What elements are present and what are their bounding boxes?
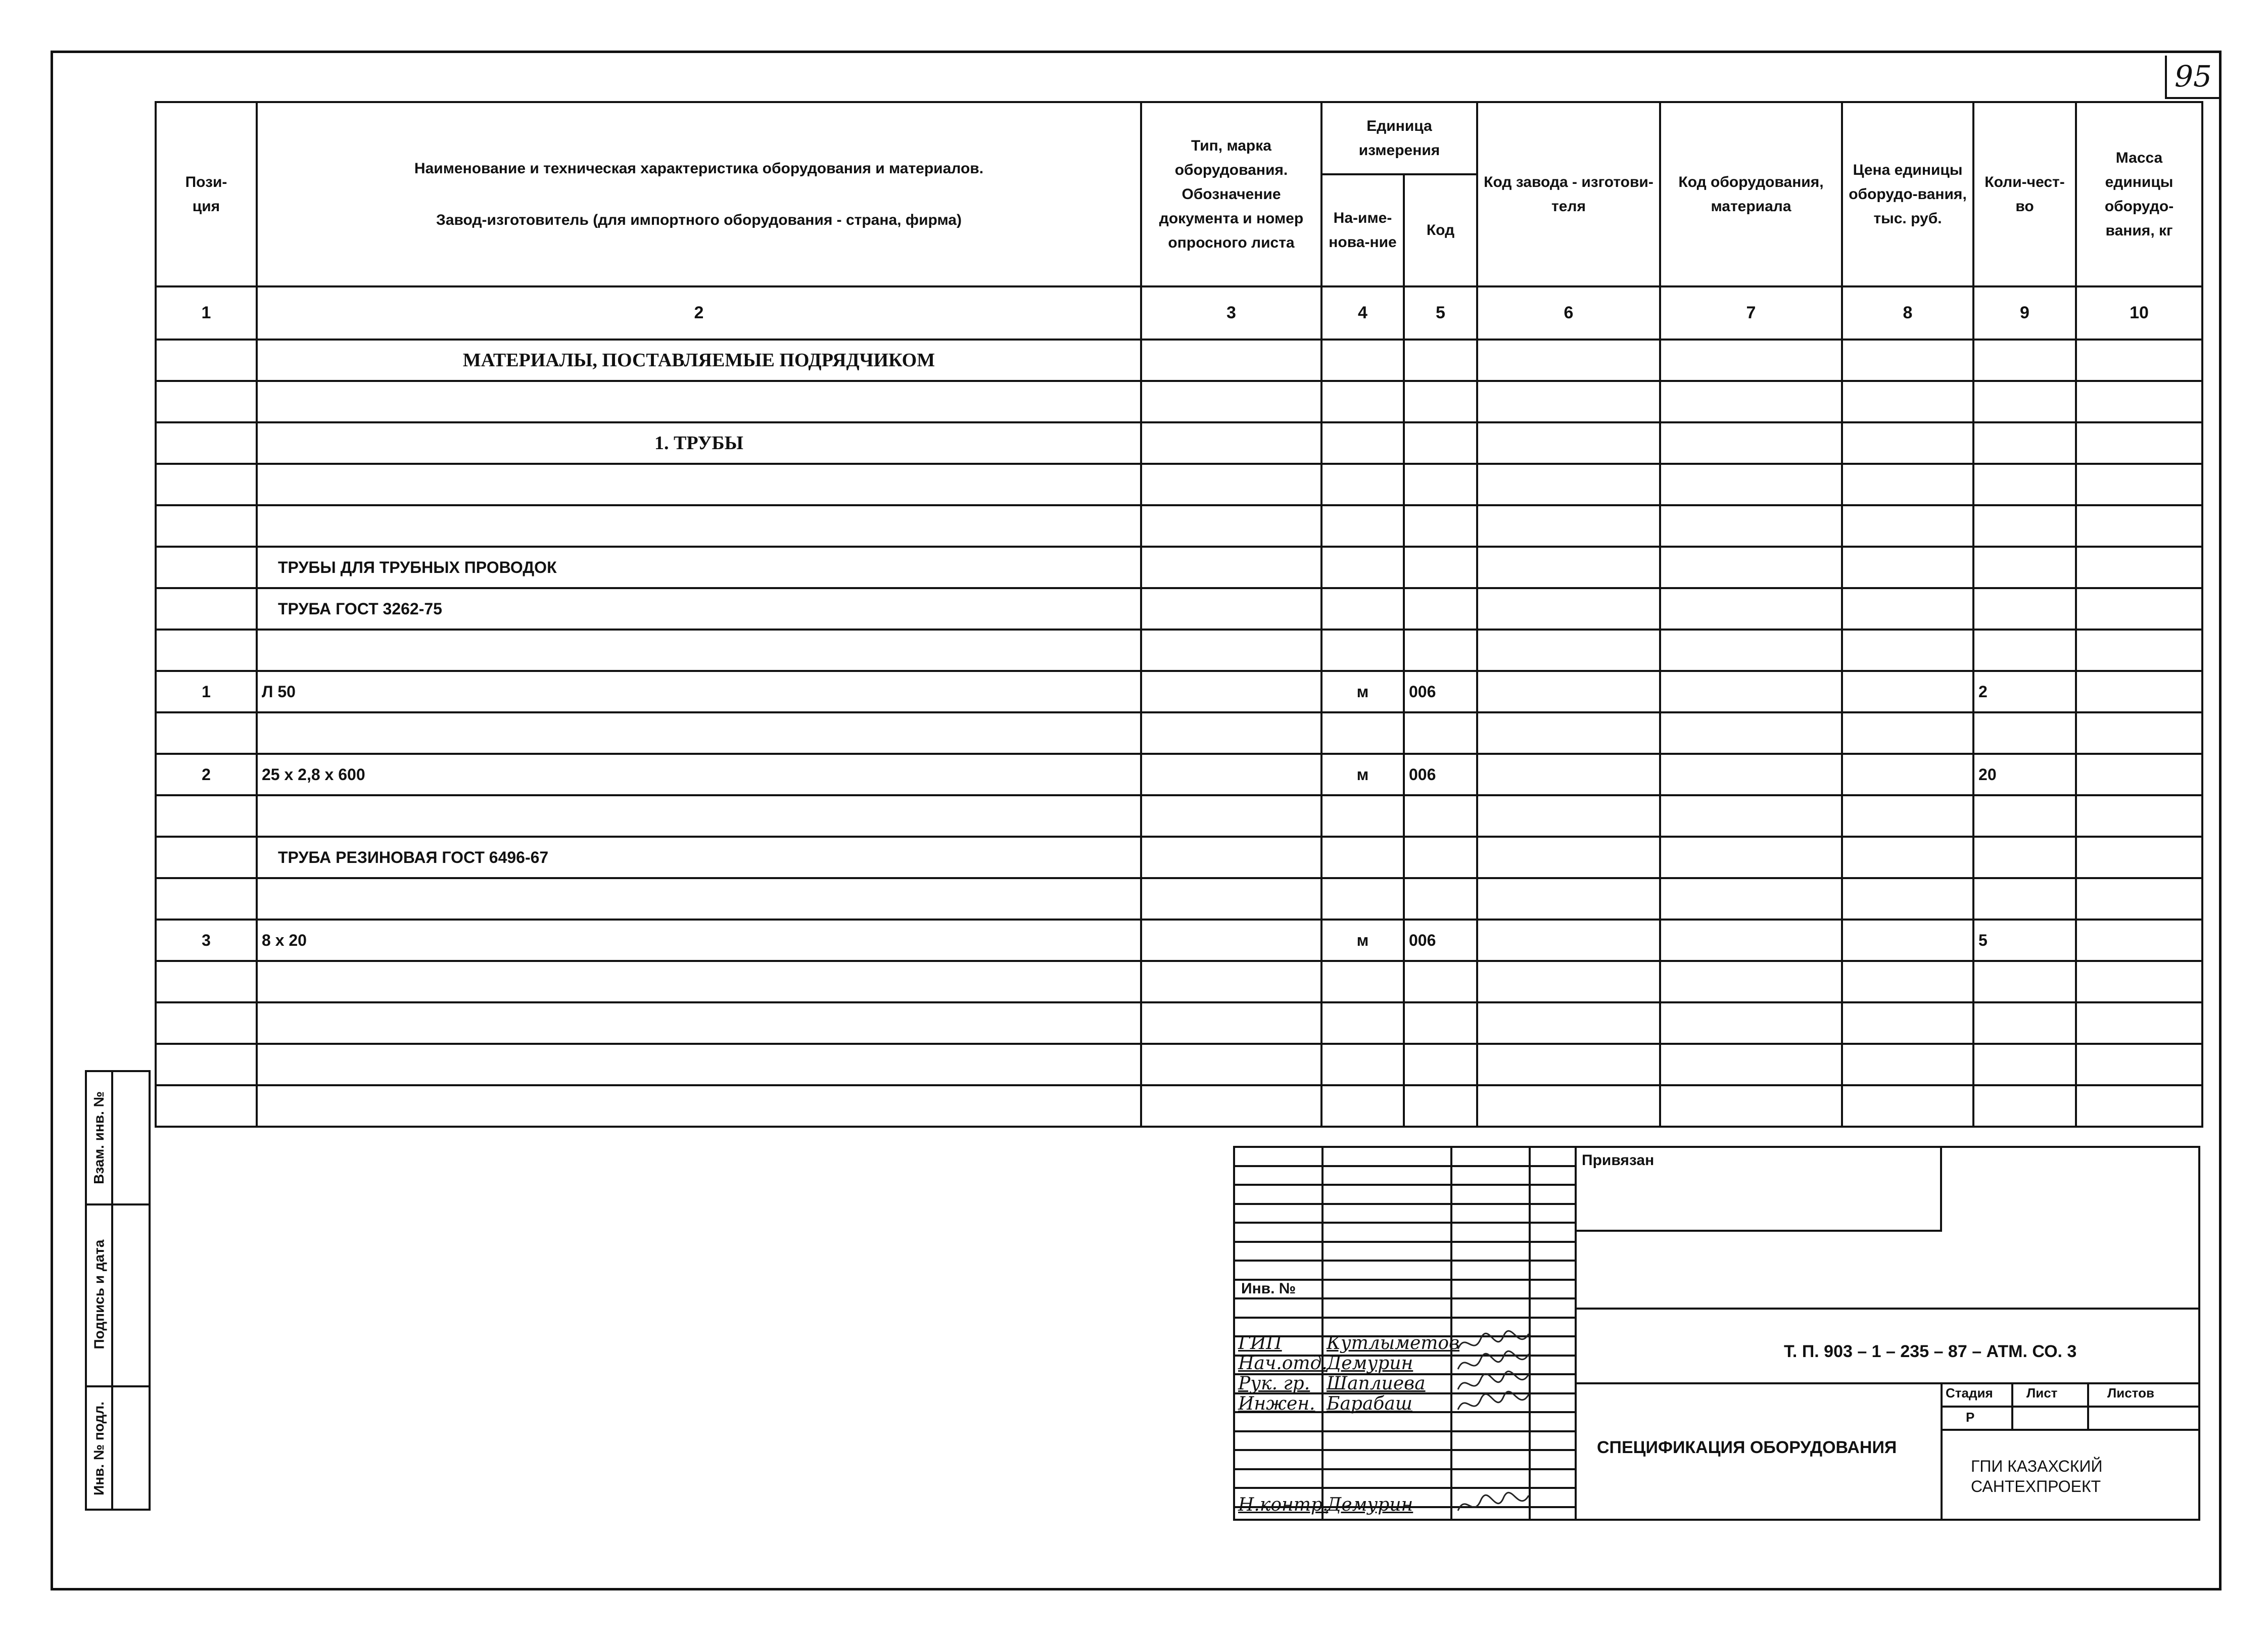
table-row bbox=[156, 547, 2202, 588]
unit-cell bbox=[1321, 1085, 1404, 1127]
col-num-9: 9 bbox=[1973, 286, 2076, 340]
position-cell bbox=[156, 381, 257, 422]
type-cell bbox=[1141, 920, 1321, 961]
name-cell bbox=[257, 878, 1141, 920]
unit-cell bbox=[1321, 422, 1404, 464]
price-cell bbox=[1842, 920, 1973, 961]
table-row bbox=[156, 1085, 2202, 1127]
signature-scribble bbox=[1455, 1490, 1531, 1521]
table-row bbox=[156, 422, 2202, 464]
factory-code-cell bbox=[1477, 795, 1660, 837]
unit-cell bbox=[1321, 505, 1404, 547]
unit-cell: м bbox=[1321, 920, 1404, 961]
unit-code-cell bbox=[1404, 547, 1477, 588]
col-num-7: 7 bbox=[1660, 286, 1842, 340]
mass-cell bbox=[2076, 340, 2202, 381]
price-cell bbox=[1842, 464, 1973, 505]
col-header-8: Цена единицы оборудо-вания, тыс. руб. bbox=[1842, 102, 1973, 286]
unit-code-cell bbox=[1404, 464, 1477, 505]
factory-code-cell bbox=[1477, 671, 1660, 712]
name-cell bbox=[257, 1044, 1141, 1085]
factory-code-cell bbox=[1477, 1085, 1660, 1127]
factory-code-cell bbox=[1477, 961, 1660, 1002]
factory-code-cell bbox=[1477, 712, 1660, 754]
position-cell bbox=[156, 837, 257, 878]
mass-cell bbox=[2076, 422, 2202, 464]
mass-cell bbox=[2076, 1044, 2202, 1085]
material-code-cell bbox=[1660, 340, 1842, 381]
position-cell bbox=[156, 961, 257, 1002]
unit-code-cell bbox=[1404, 1085, 1477, 1127]
quantity-cell bbox=[1973, 505, 2076, 547]
mass-cell bbox=[2076, 464, 2202, 505]
type-cell bbox=[1141, 754, 1321, 795]
unit-code-cell bbox=[1404, 381, 1477, 422]
col-header-2: Наименование и техническая характеристика оборудования и материалов. Завод-изготовитель (для импортного оборудования - страна, фирма) bbox=[257, 102, 1141, 286]
unit-cell: м bbox=[1321, 671, 1404, 712]
table-row bbox=[156, 464, 2202, 505]
quantity-cell bbox=[1973, 1085, 2076, 1127]
position-cell: 2 bbox=[156, 754, 257, 795]
table-row bbox=[156, 712, 2202, 754]
specification-table bbox=[155, 101, 2203, 1128]
name-cell bbox=[257, 464, 1141, 505]
quantity-cell bbox=[1973, 837, 2076, 878]
unit-code-cell bbox=[1404, 1044, 1477, 1085]
signatory-role: Н.контр. bbox=[1238, 1494, 1329, 1515]
type-cell bbox=[1141, 837, 1321, 878]
name-cell bbox=[257, 795, 1141, 837]
unit-code-cell bbox=[1404, 795, 1477, 837]
mass-cell bbox=[2076, 671, 2202, 712]
organization: ГПИ КАЗАХСКИЙ САНТЕХПРОЕКТ bbox=[1971, 1457, 2103, 1495]
material-code-cell bbox=[1660, 671, 1842, 712]
name-cell bbox=[257, 381, 1141, 422]
mass-cell bbox=[2076, 505, 2202, 547]
name-cell: МАТЕРИАЛЫ, ПОСТАВЛЯЕМЫЕ ПОДРЯДЧИКОМ bbox=[257, 340, 1141, 381]
factory-code-cell bbox=[1477, 422, 1660, 464]
material-code-cell bbox=[1660, 878, 1842, 920]
factory-code-cell bbox=[1477, 837, 1660, 878]
table-row bbox=[156, 837, 2202, 878]
mass-cell bbox=[2076, 381, 2202, 422]
price-cell bbox=[1842, 878, 1973, 920]
table-row bbox=[156, 961, 2202, 1002]
quantity-cell bbox=[1973, 340, 2076, 381]
quantity-cell bbox=[1973, 464, 2076, 505]
factory-code-cell bbox=[1477, 464, 1660, 505]
unit-cell: м bbox=[1321, 754, 1404, 795]
quantity-cell bbox=[1973, 547, 2076, 588]
document-title: СПЕЦИФИКАЦИЯ ОБОРУДОВАНИЯ bbox=[1597, 1438, 1897, 1457]
unit-code-cell: 006 bbox=[1404, 920, 1477, 961]
name-cell: ТРУБЫ ДЛЯ ТРУБНЫХ ПРОВОДОК bbox=[257, 547, 1141, 588]
price-cell bbox=[1842, 961, 1973, 1002]
table-row bbox=[156, 505, 2202, 547]
quantity-cell bbox=[1973, 712, 2076, 754]
signatory-name: Демурин bbox=[1327, 1494, 1413, 1515]
factory-code-cell bbox=[1477, 630, 1660, 671]
document-code: Т. П. 903 – 1 – 235 – 87 – АТМ. СО. 3 bbox=[1784, 1342, 2077, 1361]
type-cell bbox=[1141, 795, 1321, 837]
unit-cell bbox=[1321, 878, 1404, 920]
sheets-label: Листов bbox=[2107, 1385, 2154, 1401]
type-cell bbox=[1141, 505, 1321, 547]
position-cell: 3 bbox=[156, 920, 257, 961]
col-num-8: 8 bbox=[1842, 286, 1973, 340]
position-cell: 1 bbox=[156, 671, 257, 712]
unit-cell bbox=[1321, 795, 1404, 837]
material-code-cell bbox=[1660, 547, 1842, 588]
type-cell bbox=[1141, 340, 1321, 381]
unit-code-cell bbox=[1404, 505, 1477, 547]
table-row bbox=[156, 340, 2202, 381]
type-cell bbox=[1141, 630, 1321, 671]
attached-label: Привязан bbox=[1582, 1152, 1655, 1169]
side-inv-orig: Инв. № подл. bbox=[91, 1402, 107, 1495]
material-code-cell bbox=[1660, 795, 1842, 837]
table-row bbox=[156, 381, 2202, 422]
material-code-cell bbox=[1660, 1044, 1842, 1085]
col-header-7: Код оборудования, материала bbox=[1660, 102, 1842, 286]
factory-code-cell bbox=[1477, 754, 1660, 795]
quantity-cell bbox=[1973, 1002, 2076, 1044]
quantity-cell bbox=[1973, 795, 2076, 837]
position-cell bbox=[156, 464, 257, 505]
factory-code-cell bbox=[1477, 547, 1660, 588]
price-cell bbox=[1842, 795, 1973, 837]
unit-cell bbox=[1321, 1044, 1404, 1085]
unit-code-cell bbox=[1404, 961, 1477, 1002]
price-cell bbox=[1842, 630, 1973, 671]
unit-cell bbox=[1321, 961, 1404, 1002]
position-cell bbox=[156, 340, 257, 381]
price-cell bbox=[1842, 547, 1973, 588]
material-code-cell bbox=[1660, 837, 1842, 878]
factory-code-cell bbox=[1477, 588, 1660, 630]
price-cell bbox=[1842, 588, 1973, 630]
material-code-cell bbox=[1660, 961, 1842, 1002]
type-cell bbox=[1141, 1085, 1321, 1127]
table-row bbox=[156, 1044, 2202, 1085]
position-cell bbox=[156, 795, 257, 837]
unit-cell bbox=[1321, 1002, 1404, 1044]
title-block bbox=[1233, 1146, 2200, 1521]
type-cell bbox=[1141, 547, 1321, 588]
price-cell bbox=[1842, 1044, 1973, 1085]
factory-code-cell bbox=[1477, 1044, 1660, 1085]
col-num-2: 2 bbox=[257, 286, 1141, 340]
signatory-role: Нач.отд. bbox=[1238, 1353, 1328, 1374]
mass-cell bbox=[2076, 630, 2202, 671]
table-row bbox=[156, 588, 2202, 630]
mass-cell bbox=[2076, 1002, 2202, 1044]
col-num-1: 1 bbox=[156, 286, 257, 340]
quantity-cell bbox=[1973, 588, 2076, 630]
signature-scribble bbox=[1455, 1389, 1531, 1420]
mass-cell bbox=[2076, 1085, 2202, 1127]
price-cell bbox=[1842, 381, 1973, 422]
side-sign-date: Подпись и дата bbox=[91, 1239, 107, 1349]
unit-code-cell bbox=[1404, 1002, 1477, 1044]
stage-value: Р bbox=[1966, 1410, 1975, 1425]
type-cell bbox=[1141, 1002, 1321, 1044]
unit-cell bbox=[1321, 712, 1404, 754]
factory-code-cell bbox=[1477, 340, 1660, 381]
factory-code-cell bbox=[1477, 920, 1660, 961]
unit-code-cell bbox=[1404, 588, 1477, 630]
unit-group-header: Единица измерения bbox=[1321, 102, 1477, 174]
unit-cell bbox=[1321, 340, 1404, 381]
unit-cell bbox=[1321, 547, 1404, 588]
col-num-4: 4 bbox=[1321, 286, 1404, 340]
table-row bbox=[156, 754, 2202, 795]
price-cell bbox=[1842, 754, 1973, 795]
unit-cell bbox=[1321, 464, 1404, 505]
table-row bbox=[156, 671, 2202, 712]
position-cell bbox=[156, 1002, 257, 1044]
table-row bbox=[156, 920, 2202, 961]
mass-cell bbox=[2076, 961, 2202, 1002]
table-row bbox=[156, 630, 2202, 671]
quantity-cell bbox=[1973, 630, 2076, 671]
mass-cell bbox=[2076, 795, 2202, 837]
signatory-role: ГИП bbox=[1238, 1333, 1282, 1354]
name-cell bbox=[257, 961, 1141, 1002]
mass-cell bbox=[2076, 547, 2202, 588]
side-replace-inv: Взам. инв. № bbox=[91, 1091, 107, 1184]
factory-code-cell bbox=[1477, 878, 1660, 920]
signatory-name: Барабаш bbox=[1327, 1393, 1412, 1414]
type-cell bbox=[1141, 878, 1321, 920]
mass-cell bbox=[2076, 712, 2202, 754]
quantity-cell bbox=[1973, 381, 2076, 422]
material-code-cell bbox=[1660, 381, 1842, 422]
name-cell bbox=[257, 505, 1141, 547]
signatory-role: Рук. гр. bbox=[1238, 1373, 1310, 1394]
material-code-cell bbox=[1660, 1002, 1842, 1044]
name-cell bbox=[257, 630, 1141, 671]
name-cell: 25 х 2,8 х 600 bbox=[257, 754, 1141, 795]
name-cell bbox=[257, 712, 1141, 754]
signatory-role: Инжен. bbox=[1238, 1393, 1315, 1414]
price-cell bbox=[1842, 671, 1973, 712]
name-cell: 8 х 20 bbox=[257, 920, 1141, 961]
price-cell bbox=[1842, 1085, 1973, 1127]
name-cell: ТРУБА ГОСТ 3262-75 bbox=[257, 588, 1141, 630]
unit-code-cell bbox=[1404, 837, 1477, 878]
mass-cell bbox=[2076, 588, 2202, 630]
price-cell bbox=[1842, 837, 1973, 878]
material-code-cell bbox=[1660, 505, 1842, 547]
type-cell bbox=[1141, 671, 1321, 712]
name-cell bbox=[257, 1085, 1141, 1127]
quantity-cell bbox=[1973, 961, 2076, 1002]
quantity-cell: 2 bbox=[1973, 671, 2076, 712]
col-header-4: На-име-нова-ние bbox=[1321, 174, 1404, 286]
price-cell bbox=[1842, 340, 1973, 381]
col-header-5: Код bbox=[1404, 174, 1477, 286]
price-cell bbox=[1842, 505, 1973, 547]
material-code-cell bbox=[1660, 464, 1842, 505]
unit-code-cell bbox=[1404, 878, 1477, 920]
type-cell bbox=[1141, 712, 1321, 754]
position-cell bbox=[156, 588, 257, 630]
mass-cell bbox=[2076, 754, 2202, 795]
table-row bbox=[156, 1002, 2202, 1044]
material-code-cell bbox=[1660, 588, 1842, 630]
unit-cell bbox=[1321, 381, 1404, 422]
unit-cell bbox=[1321, 837, 1404, 878]
signatory-name: Демурин bbox=[1327, 1353, 1413, 1374]
factory-code-cell bbox=[1477, 505, 1660, 547]
position-cell bbox=[156, 422, 257, 464]
unit-cell bbox=[1321, 588, 1404, 630]
col-header-3: Тип, марка оборудования. Обозначение документа и номер опросного листа bbox=[1141, 102, 1321, 286]
col-header-10: Масса единицы оборудо-вания, кг bbox=[2076, 102, 2202, 286]
quantity-cell: 5 bbox=[1973, 920, 2076, 961]
unit-code-cell bbox=[1404, 422, 1477, 464]
col-num-10: 10 bbox=[2076, 286, 2202, 340]
position-cell bbox=[156, 1085, 257, 1127]
unit-code-cell bbox=[1404, 630, 1477, 671]
quantity-cell bbox=[1973, 878, 2076, 920]
position-cell bbox=[156, 1044, 257, 1085]
position-cell bbox=[156, 878, 257, 920]
col-num-5: 5 bbox=[1404, 286, 1477, 340]
inv-no-label: Инв. № bbox=[1241, 1280, 1296, 1297]
type-cell bbox=[1141, 1044, 1321, 1085]
signatory-name: Кутлыметов bbox=[1327, 1333, 1460, 1354]
unit-code-cell bbox=[1404, 340, 1477, 381]
material-code-cell bbox=[1660, 754, 1842, 795]
factory-code-cell bbox=[1477, 381, 1660, 422]
position-cell bbox=[156, 712, 257, 754]
unit-code-cell: 006 bbox=[1404, 671, 1477, 712]
mass-cell bbox=[2076, 920, 2202, 961]
col-header-1: Пози- ция bbox=[156, 102, 257, 286]
unit-code-cell: 006 bbox=[1404, 754, 1477, 795]
material-code-cell bbox=[1660, 712, 1842, 754]
factory-code-cell bbox=[1477, 1002, 1660, 1044]
type-cell bbox=[1141, 961, 1321, 1002]
position-cell bbox=[156, 505, 257, 547]
material-code-cell bbox=[1660, 422, 1842, 464]
mass-cell bbox=[2076, 837, 2202, 878]
type-cell bbox=[1141, 464, 1321, 505]
table-row bbox=[156, 795, 2202, 837]
material-code-cell bbox=[1660, 920, 1842, 961]
price-cell bbox=[1842, 1002, 1973, 1044]
name-cell: Л 50 bbox=[257, 671, 1141, 712]
mass-cell bbox=[2076, 878, 2202, 920]
col-num-6: 6 bbox=[1477, 286, 1660, 340]
signatory-name: Шаплиева bbox=[1327, 1373, 1426, 1394]
material-code-cell bbox=[1660, 1085, 1842, 1127]
col-header-9: Коли-чест-во bbox=[1973, 102, 2076, 286]
quantity-cell: 20 bbox=[1973, 754, 2076, 795]
price-cell bbox=[1842, 712, 1973, 754]
col-num-3: 3 bbox=[1141, 286, 1321, 340]
table-row bbox=[156, 878, 2202, 920]
unit-code-cell bbox=[1404, 712, 1477, 754]
quantity-cell bbox=[1973, 1044, 2076, 1085]
position-cell bbox=[156, 630, 257, 671]
position-cell bbox=[156, 547, 257, 588]
unit-cell bbox=[1321, 630, 1404, 671]
sheet-label: Лист bbox=[2026, 1385, 2058, 1401]
quantity-cell bbox=[1973, 422, 2076, 464]
type-cell bbox=[1141, 422, 1321, 464]
name-cell: 1. ТРУБЫ bbox=[257, 422, 1141, 464]
side-stamp bbox=[85, 1070, 151, 1511]
type-cell bbox=[1141, 381, 1321, 422]
material-code-cell bbox=[1660, 630, 1842, 671]
price-cell bbox=[1842, 422, 1973, 464]
stage-label: Стадия bbox=[1946, 1385, 1993, 1401]
col-header-6: Код завода - изготови-теля bbox=[1477, 102, 1660, 286]
page-number: 95 bbox=[2165, 56, 2219, 99]
name-cell bbox=[257, 1002, 1141, 1044]
name-cell: ТРУБА РЕЗИНОВАЯ ГОСТ 6496-67 bbox=[257, 837, 1141, 878]
type-cell bbox=[1141, 588, 1321, 630]
